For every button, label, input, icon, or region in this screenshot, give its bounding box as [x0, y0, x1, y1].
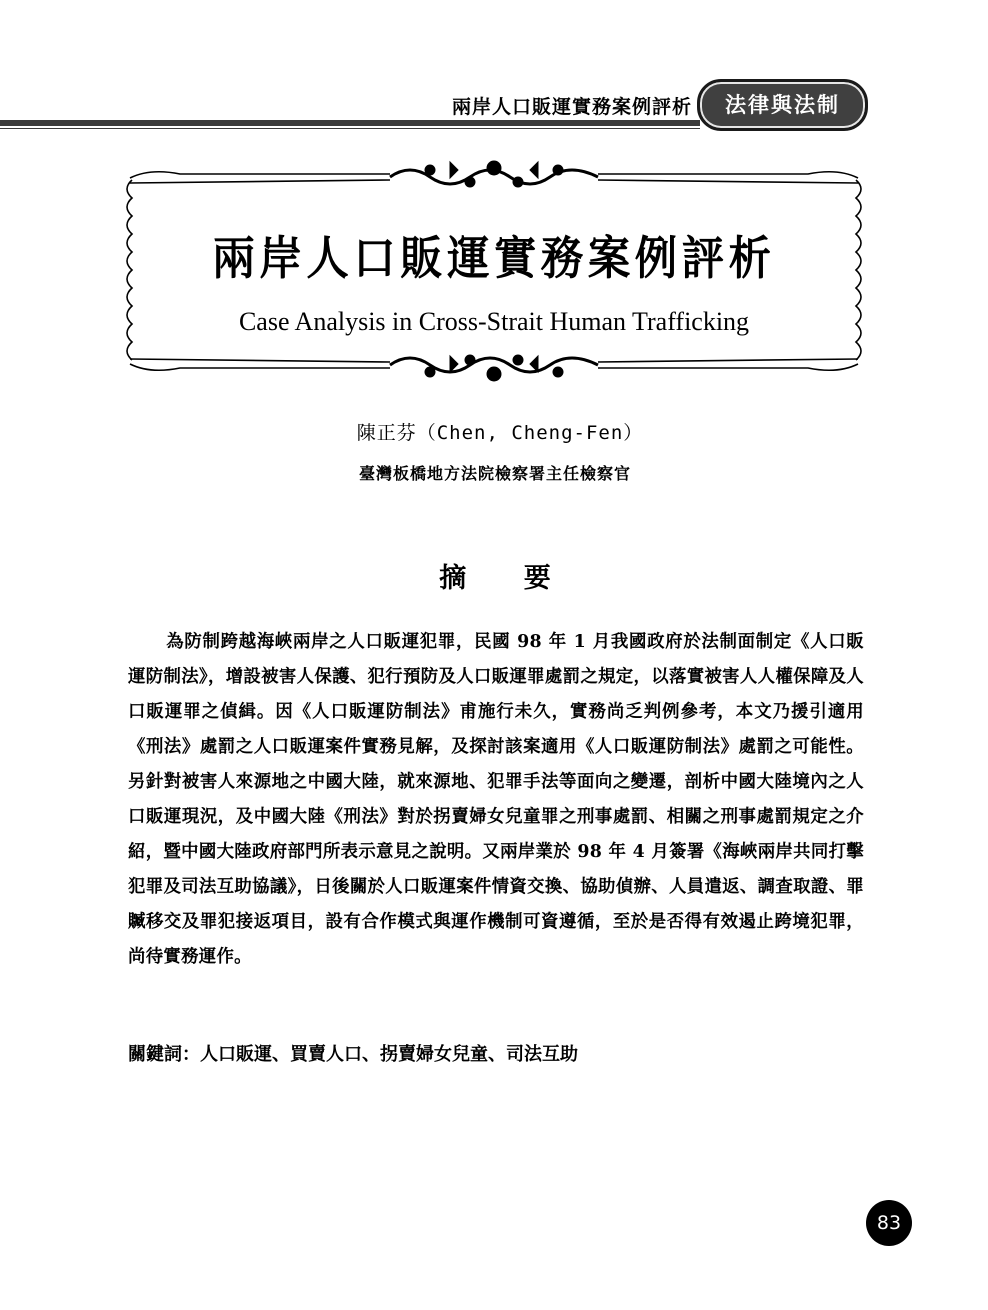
top-flourish-ornament	[390, 161, 598, 187]
running-title: 兩岸人口販運實務案例評析	[451, 96, 692, 118]
abstract-body: 為防制跨越海峽兩岸之人口販運犯罪，民國 98 年 1 月我國政府於法制面制定《人口販運防制法》，增設被害人保護、犯行預防及人口販運罪處罰之規定，以落實被害人人權保障及人口販運罪之偵緝。因《人口販運防制法》甫施行未久，實務尚乏判例參考，本文乃援引適用《刑法》處罰之人口販運案件實務見解，及探討該案適用《人口販運防制法》處罰之可能性。另針對被害人來源地之中國大陸，就來源地、犯罪手法等面向之變遷，剖析中國大陸境內之人口販運現況，及中國大陸《刑法》對於拐賣婦女兒童罪之刑事處罰、相關之刑事處罰規定之介紹，暨中國大陸政府部門所表示意見之說明。又兩岸業於 98 年 4 月簽署《海峽兩岸共同打擊犯罪及司法互助協議》，日後關於人口販運案件情資交換、協助偵辦、人員遣返、調查取證、罪贓移交及罪犯接返項目，設有合作模式與運作機制可資遵循，至於是否得有效遏止跨境犯罪，尚待實務運作。	[128, 632, 864, 967]
author-name: 陳正芬（Chen, Cheng-Fen）	[356, 422, 644, 444]
header-rule-thin	[0, 128, 700, 129]
abstract-heading: 摘 要	[439, 563, 551, 594]
page-number: 83	[866, 1200, 912, 1246]
section-tab: 法律與法制	[697, 79, 868, 131]
header-rule	[0, 120, 700, 126]
keywords: 關鍵詞：人口販運、買賣人口、拐賣婦女兒童、司法互助	[128, 1044, 578, 1065]
article-title-english: Case Analysis in Cross-Strait Human Trafficking	[238, 307, 750, 336]
article-title-chinese: 兩岸人口販運實務案例評析	[212, 231, 776, 285]
author-affiliation: 臺灣板橋地方法院檢察署主任檢察官	[358, 464, 631, 483]
bottom-flourish-ornament	[390, 355, 598, 381]
